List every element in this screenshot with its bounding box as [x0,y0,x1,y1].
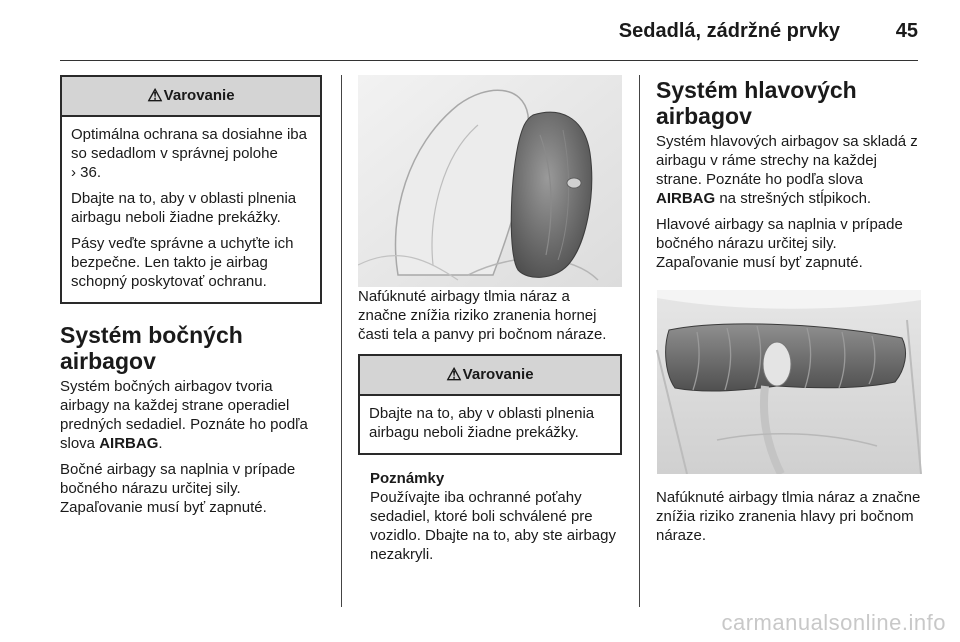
airbag-label: AIRBAG [656,190,716,207]
body-text: Systém hlavových airbagov sa skladá z airbagu v ráme strechy na každej strane. Poznáte ho podľa slova [656,133,918,188]
warning-triangle-icon: ⚠ [147,86,163,105]
note-block [358,469,622,564]
column-divider-right [639,75,640,607]
body-paragraph [60,377,322,453]
warning-box-seat-position [60,75,322,304]
body-paragraph: Bočné airbagy sa naplnia v prípade bočného nárazu určitej sily. [60,461,296,497]
warning-paragraph: Dbajte na to, aby v oblasti plnenia airbagu neboli žiadne prekážky. [369,405,595,441]
body-text: Systém bočných airbagov tvoria airbagy na každej strane operadiel predných sedadiel. Poznáte ho podľa slova [60,378,308,452]
airbag-label: AIRBAG [99,435,159,452]
watermark: carmanualsonline.info [721,610,946,635]
running-header-title: Sedadlá, zádržné prvky [618,20,840,42]
column-divider-left [341,75,342,607]
body-text: na strešných stĺpikoch. [719,190,872,207]
warning-box-inflation-area [358,354,622,455]
section-heading-side-airbags: Systém bočných airbagov [60,322,243,374]
warning-header [62,77,320,117]
warning-paragraph [71,125,311,182]
header-rule [60,60,918,61]
warning-text: Optimálna ochrana sa dosiahne iba so sedadlom v správnej polohe [71,126,307,162]
warning-paragraph: Pásy veďte správne a uchyťte ich bezpečne. Len takto je airbag schopný poskytovať ochranu. [71,235,294,290]
page-ref-icon: › [71,164,76,181]
middle-column [358,75,622,564]
section-heading-head-airbags: Systém hlavových airbagov [656,77,857,129]
side-airbag-illustration [358,75,622,287]
warning-paragraph: Dbajte na to, aby v oblasti plnenia airbagu neboli žiadne prekážky. [71,190,297,226]
warning-body [360,396,620,453]
warning-triangle-icon: ⚠ [446,365,462,384]
body-paragraph: Hlavové airbagy sa naplnia v prípade bočného nárazu určitej sily. [656,216,903,252]
warning-header [360,356,620,396]
illustration-caption: Nafúknuté airbagy tlmia náraz a značne znížia riziko zranenia hornej časti tela a panvy pri bočnom náraze. [358,288,607,343]
left-column [60,75,322,524]
right-column [656,75,922,552]
head-airbag-illustration [656,290,922,474]
note-text: Používajte iba ochranné poťahy sedadiel, ktoré boli schválené pre vozidlo. Dbajte na to, aby ste airbagy nezakryli. [370,489,616,563]
body-paragraph: Zapaľovanie musí byť zapnuté. [60,499,267,516]
page-number: 45 [895,20,918,42]
illustration-caption: Nafúknuté airbagy tlmia náraz a značne znížia riziko zranenia hlavy pri bočnom náraze. [656,489,921,544]
page-ref[interactable]: 36. [80,164,102,181]
warning-label: Varovanie [163,87,235,104]
warning-body [62,117,320,302]
warning-label: Varovanie [462,366,534,383]
body-paragraph: Zapaľovanie musí byť zapnuté. [656,254,863,271]
note-title: Poznámky [370,470,445,487]
body-paragraph [656,132,922,208]
body-text: . [158,435,163,452]
